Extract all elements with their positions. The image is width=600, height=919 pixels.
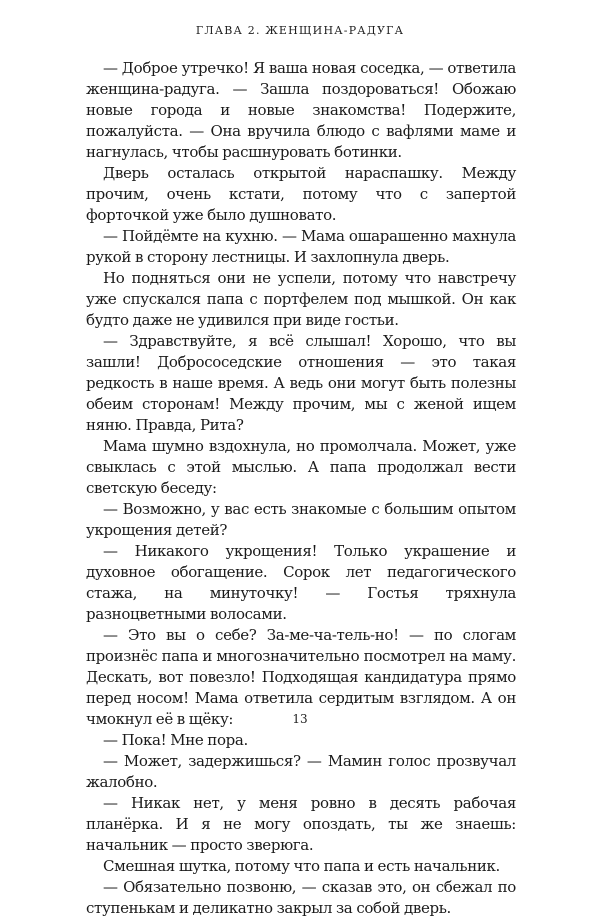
paragraph: — Пока! Мне пора. xyxy=(103,731,248,749)
paragraph: Смешная шутка, потому что папа и есть начальник. xyxy=(103,857,500,875)
paragraph: — Это вы о себе? За-ме-ча-тель-но! — по слогам произнёс папа и многозначительно посмотрел на маму. Дескать, вот повезло! Подходящая кандидатура прямо перед носом! Мама ответила сердитым взглядом. А он чмокнул её в щёку: xyxy=(86,626,516,728)
page-number: 13 xyxy=(292,712,308,726)
paragraph: — Пойдёмте на кухню. — Мама ошарашенно махнула рукой в сторону лестницы. И захлопнула дверь. xyxy=(86,227,516,266)
paragraph: — Доброе утречко! Я ваша новая соседка, — ответила женщина-радуга. — Зашла поздороваться! Обожаю новые города и новые знакомства! Подержите, пожалуйста. — Она вручила блюдо с вафлями маме и нагнулась, чтобы расшнуровать ботинки. xyxy=(86,59,516,161)
running-head: ГЛАВА 2. ЖЕНЩИНА-РАДУГА xyxy=(195,24,405,37)
paragraph: — Никакого укрощения! Только украшение и духовное обогащение. Сорок лет педагогического стажа, на минуточку! — Гостья тряхнула разноцветными волосами. xyxy=(86,542,516,623)
paragraph: — Никак нет, у меня ровно в десять рабочая планёрка. И я не могу опоздать, ты же знаешь: начальник — просто зверюга. xyxy=(86,794,516,854)
paragraph: — Возможно, у вас есть знакомые с большим опытом укрощения детей? xyxy=(86,500,516,539)
paragraph: Мама шумно вздохнула, но промолчала. Может, уже свыклась с этой мыслью. А папа продолжал вести светскую беседу: xyxy=(86,437,516,497)
paragraph: — Обязательно позвоню, — сказав это, он сбежал по ступенькам и деликатно закрыл за собой дверь. xyxy=(86,878,516,917)
paragraph: — Здравствуйте, я всё слышал! Хорошо, что вы зашли! Добрососедские отношения — это такая редкость в наше время. А ведь они могут быть полезны обеим сторонам! Между прочим, мы с женой ищем няню. Правда, Рита? xyxy=(86,332,516,434)
paragraph: — Может, задержишься? — Мамин голос прозвучал жалобно. xyxy=(86,752,516,791)
paragraph: Дверь осталась открытой нараспашку. Между прочим, очень кстати, потому что с запертой форточкой уже было душновато. xyxy=(86,164,516,224)
paragraph: Но подняться они не успели, потому что навстречу уже спускался папа с портфелем под мышкой. Он как будто даже не удивился при виде гостьи. xyxy=(86,269,516,329)
body-text xyxy=(86,58,516,919)
